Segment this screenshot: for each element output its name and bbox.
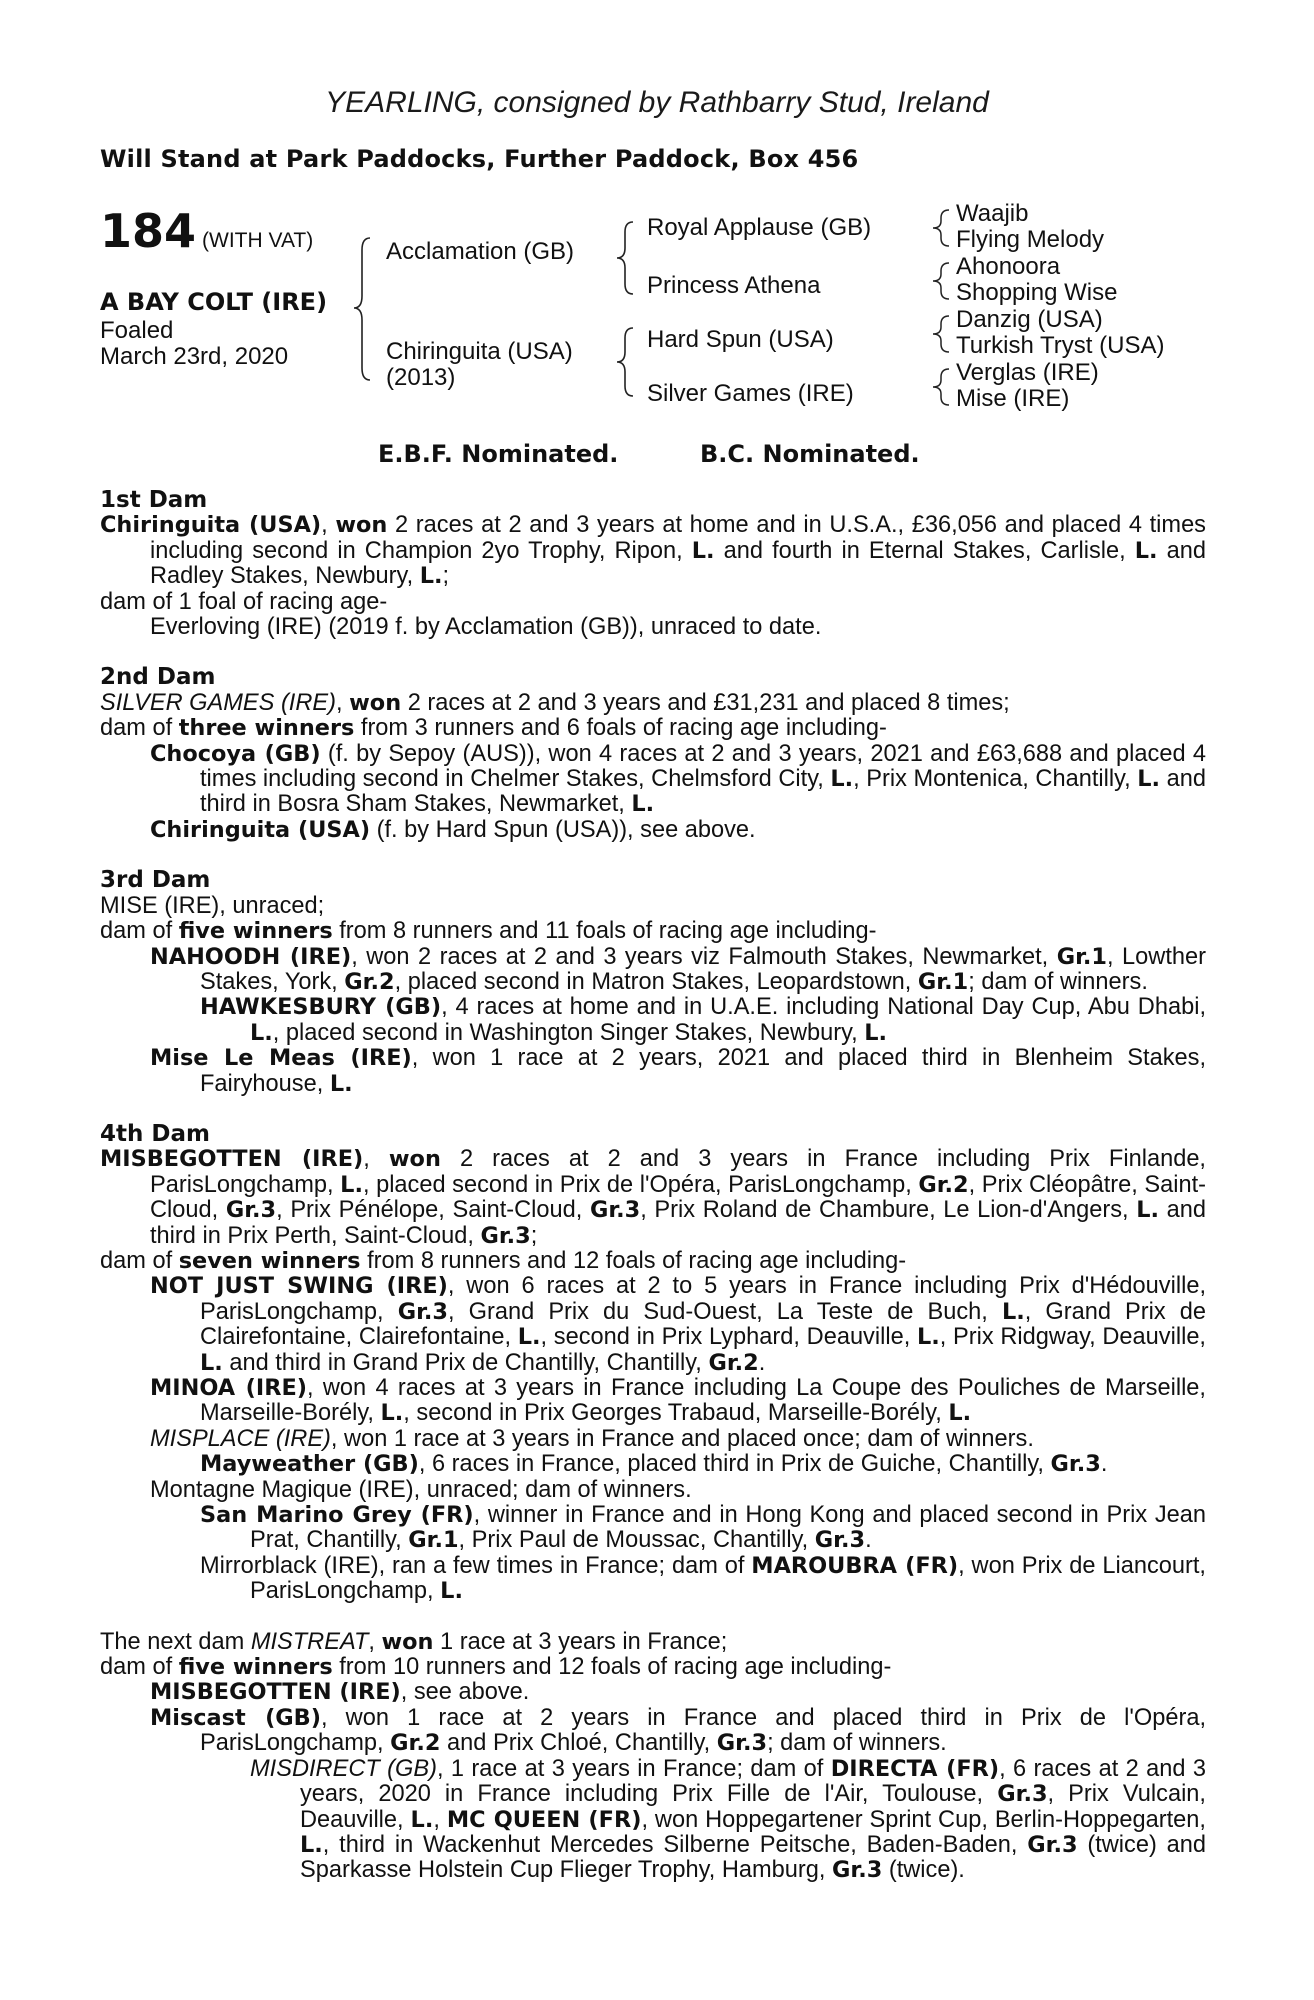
dam-of-line: dam of 1 foal of racing age-: [100, 588, 388, 615]
produce-line: Chocoya (GB) (f. by Sepoy (AUS)), won 4 races at 2 and 3 years, 2021 and £63,688 and placed 4 times including second in Chelmer Stakes, Chelmsford City, L., Prix Montenica, Chantilly, L. and third in Bosra Sham Stakes, Newmarket, L.: [150, 740, 1206, 818]
gg-ancestor: Shopping Wise: [956, 279, 1118, 306]
dam-dam: Silver Games (IRE): [647, 380, 854, 407]
next-dam-entry: The next dam MISTREAT, won 1 race at 3 years in France;: [100, 1628, 728, 1655]
gg-ancestor: Ahonoora: [956, 253, 1061, 280]
produce-line: Mise Le Meas (IRE), won 1 race at 2 years, 2021 and placed third in Blenheim Stakes, Fairyhouse, L.: [150, 1045, 1206, 1097]
produce-line: MINOA (IRE), won 4 races at 3 years in France including La Coupe des Pouliches de Marseille, Marseille-Borély, L., second in Prix Georges Trabaud, Marseille-Borély, L.: [150, 1375, 1206, 1427]
dam-sire: Hard Spun (USA): [647, 326, 834, 353]
dam-of-line: dam of five winners from 10 runners and 12 foals of racing age including-: [100, 1654, 892, 1681]
produce-line: Chiringuita (USA) (f. by Hard Spun (USA)), see above.: [150, 816, 756, 843]
dam-entry: SILVER GAMES (IRE), won 2 races at 2 and 3 years and £31,231 and placed 8 times;: [100, 689, 1010, 716]
sire-dam: Princess Athena: [647, 272, 821, 299]
pedigree-text: [100, 488, 1206, 1884]
gg-ancestor: Flying Melody: [956, 226, 1105, 253]
gg-ancestor: Verglas (IRE): [956, 359, 1099, 386]
produce-line: Mayweather (GB), 6 races in France, placed third in Prix de Guiche, Chantilly, Gr.3.: [200, 1451, 1108, 1478]
produce-line: Montagne Magique (IRE), unraced; dam of winners.: [150, 1476, 692, 1503]
ebf-nomination: E.B.F. Nominated.: [378, 440, 619, 468]
sire: Acclamation (GB): [386, 238, 575, 265]
produce-line: MISPLACE (IRE), won 1 race at 3 years in France and placed once; dam of winners.: [150, 1425, 1034, 1452]
foaled-date: March 23rd, 2020: [100, 343, 289, 370]
dam-of-line: dam of seven winners from 8 runners and 12 foals of racing age including-: [100, 1247, 907, 1274]
produce-line: MISBEGOTTEN (IRE), see above.: [150, 1679, 530, 1706]
dam-entry: MISBEGOTTEN (IRE), won 2 races at 2 and 3 years in France including Prix Finlande, ParisLongchamp, L., placed second in Prix de l'Opéra, ParisLongchamp, Gr.2, Prix Cléopâtre, Saint-Cloud, Gr.3, Prix Pénélope, Saint-Cloud, Gr.3, Prix Roland de Chambure, Le Lion-d'Angers, L. and third in Prix Perth, Saint-Cloud, Gr.3;: [100, 1146, 1206, 1249]
produce-line: Miscast (GB), won 1 race at 2 years in France and placed third in Prix de l'Opéra, ParisLongchamp, Gr.2 and Prix Chloé, Chantilly, Gr.3; dam of winners.: [150, 1704, 1206, 1757]
consignor-line: YEARLING, consigned by Rathbarry Stud, Ireland: [325, 86, 989, 119]
produce-line: Everloving (IRE) (2019 f. by Acclamation (GB)), unraced to date.: [150, 614, 822, 641]
section-heading: 1st Dam: [100, 487, 208, 513]
section-heading: 3rd Dam: [100, 867, 211, 894]
dam-entry: Chiringuita (USA), won 2 races at 2 and 3 years at home and in U.S.A., £36,056 and placed 4 times including second in Champion 2yo Trophy, Ripon, L. and fourth in Eternal Stakes, Carlisle, L. and Radley Stakes, Newbury, L.;: [100, 512, 1206, 590]
vat-note: (WITH VAT): [202, 229, 314, 252]
gg-ancestor: Mise (IRE): [956, 385, 1070, 412]
dam-year: (2013): [386, 364, 456, 391]
bc-nomination: B.C. Nominated.: [700, 440, 920, 468]
lot-number: 184: [100, 204, 197, 258]
produce-line: San Marino Grey (FR), winner in France and in Hong Kong and placed second in Prix Jean Prat, Chantilly, Gr.1, Prix Paul de Moussac, Chantilly, Gr.3.: [200, 1502, 1206, 1554]
section-heading: 2nd Dam: [100, 664, 216, 691]
dam-of-line: dam of five winners from 8 runners and 11 foals of racing age including-: [100, 918, 877, 945]
dam-of-line: dam of three winners from 3 runners and 6 foals of racing age including-: [100, 715, 887, 742]
gg-ancestor: Danzig (USA): [956, 306, 1103, 333]
horse-name: A BAY COLT (IRE): [100, 288, 328, 316]
produce-line: Mirrorblack (IRE), ran a few times in France; dam of MAROUBRA (FR), won Prix de Liancourt, ParisLongchamp, L.: [200, 1552, 1206, 1605]
gg-ancestor: Waajib: [956, 200, 1029, 227]
gg-ancestor: Turkish Tryst (USA): [956, 332, 1165, 359]
dam: Chiringuita (USA): [386, 338, 573, 365]
sire-sire: Royal Applause (GB): [647, 214, 872, 241]
stand-location: Will Stand at Park Paddocks, Further Paddock, Box 456: [100, 145, 859, 173]
dam-entry: MISE (IRE), unraced;: [100, 892, 325, 919]
produce-line: MISDIRECT (GB), 1 race at 3 years in France; dam of DIRECTA (FR), 6 races at 2 and 3 years, 2020 in France including Prix Fille de l'Air, Toulouse, Gr.3, Prix Vulcain, Deauville, L., MC QUEEN (FR), won Hoppegartener Sprint Cup, Berlin-Hoppegarten, L., third in Wackenhut Mercedes Silberne Peitsche, Baden-Baden, Gr.3 (twice) and Sparkasse Holstein Cup Flieger Trophy, Hamburg, Gr.3 (twice).: [250, 1755, 1207, 1884]
produce-line: HAWKESBURY (GB), 4 races at home and in U.A.E. including National Day Cup, Abu Dhabi, L., placed second in Washington Singer Stakes, Newbury, L.: [200, 994, 1207, 1046]
foaled-label: Foaled: [100, 317, 174, 344]
pedigree-block: [0, 200, 1314, 470]
section-heading: 4th Dam: [100, 1120, 210, 1147]
produce-line: NOT JUST SWING (IRE), won 6 races at 2 to 5 years in France including Prix d'Hédouville, ParisLongchamp, Gr.3, Grand Prix du Sud-Ouest, La Teste de Buch, L., Grand Prix de Clairefontaine, Clairefontaine, L., second in Prix Lyphard, Deauville, L., Prix Ridgway, Deauville, L. and third in Grand Prix de Chantilly, Chantilly, Gr.2.: [150, 1273, 1207, 1376]
produce-line: NAHOODH (IRE), won 2 races at 2 and 3 years viz Falmouth Stakes, Newmarket, Gr.1, Lowther Stakes, York, Gr.2, placed second in Matron Stakes, Leopardstown, Gr.1; dam of winners.: [150, 943, 1206, 995]
